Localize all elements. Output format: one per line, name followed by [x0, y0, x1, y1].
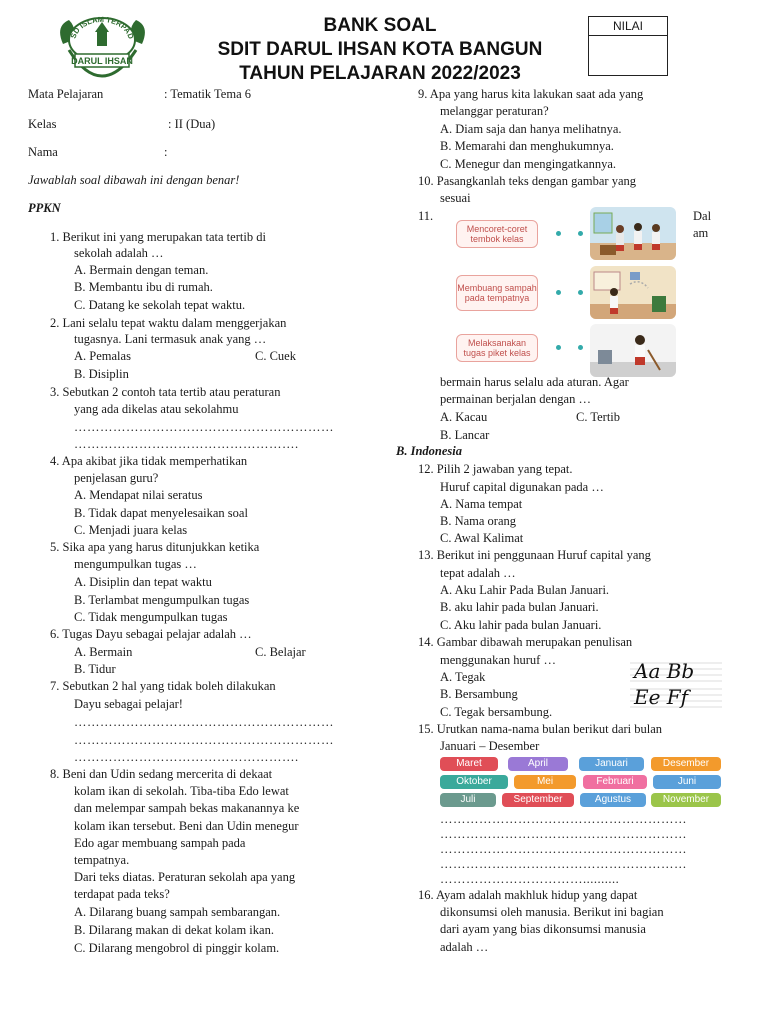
- q14-option-a: A. Tegak: [440, 670, 486, 684]
- question-1: 1. Berikut ini yang merupakan tata tertib di: [50, 230, 266, 244]
- question-7-cont: Dayu sebagai pelajar!: [74, 697, 183, 711]
- question-12-cont: Huruf capital digunakan pada …: [440, 480, 604, 494]
- match-dot-left-1[interactable]: [556, 231, 561, 236]
- question-14: 14. Gambar dibawah merupakan penulisan: [418, 635, 633, 649]
- question-5-cont: mengumpulkan tugas …: [74, 557, 197, 571]
- question-4-cont: penjelasan guru?: [74, 471, 159, 485]
- q2-option-b: B. Disiplin: [74, 367, 129, 381]
- q8-option-b: B. Dilarang makan di dekat kolam ikan.: [74, 923, 274, 937]
- question-6: 6. Tugas Dayu sebagai pelajar adalah …: [50, 627, 252, 641]
- q6-option-a: A. Bermain: [74, 645, 133, 659]
- q7-answer-line-1: ……………………………………………………: [74, 715, 334, 729]
- question-8-line-3: dan melempar sampah bekas makanannya ke: [74, 801, 300, 815]
- q11-option-c: C. Tertib: [576, 410, 621, 424]
- question-11-number: 11.: [418, 209, 434, 223]
- q8-option-a: A. Dilarang buang sampah sembarangan.: [74, 905, 281, 919]
- match-dot-right-2[interactable]: [578, 290, 583, 295]
- question-5: 5. Sika apa yang harus ditunjukkan ketika: [50, 540, 260, 554]
- q12-option-b: B. Nama orang: [440, 514, 517, 528]
- question-8-line-8: terdapat pada teks?: [74, 887, 170, 901]
- question-8: 8. Beni dan Udin sedang mercerita di dekaat: [50, 767, 273, 781]
- header-title-1: BANK SOAL: [323, 15, 437, 36]
- match-dot-left-3[interactable]: [556, 345, 561, 350]
- q3-answer-line-2: …………………………………………….: [74, 437, 299, 451]
- q13-option-a: A. Aku Lahir Pada Bulan Januari.: [440, 583, 610, 597]
- question-11-line-3: permainan berjalan dengan …: [440, 392, 591, 406]
- q7-answer-line-3: …………………………………………….: [74, 750, 299, 764]
- q9-option-c: C. Menegur dan mengingatkannya.: [440, 157, 616, 171]
- handwriting-row-2: Ee Ff: [634, 685, 689, 709]
- q5-option-a: A. Disiplin dan tepat waktu: [74, 575, 212, 589]
- question-7: 7. Sebutkan 2 hal yang tidak boleh dilakukan: [50, 679, 276, 693]
- month-pill: Desember: [651, 757, 721, 771]
- q1-option-b: B. Membantu ibu di rumah.: [74, 280, 213, 294]
- question-4: 4. Apa akibat jika tidak memperhatikan: [50, 454, 248, 468]
- section-ppkn: PPKN: [28, 201, 61, 215]
- question-8-line-4: kolam ikan tersebut. Beni dan Udin menegur: [74, 819, 299, 833]
- question-2: 2. Lani selalu tepat waktu dalam menggerjakan: [50, 316, 287, 330]
- match-dot-right-1[interactable]: [578, 231, 583, 236]
- month-pill: September: [502, 793, 574, 807]
- classroom-scene-image: [590, 207, 676, 260]
- question-10: 10. Pasangkanlah teks dengan gambar yang: [418, 174, 636, 188]
- q11-option-b: B. Lancar: [440, 428, 490, 442]
- q1-option-a: A. Bermain dengan teman.: [74, 263, 209, 277]
- q6-option-b: B. Tidur: [74, 662, 116, 676]
- month-pill: November: [651, 793, 721, 807]
- question-8-line-5: Edo agar membuang sampah pada: [74, 836, 246, 850]
- q8-option-c: C. Dilarang mengobrol di pinggir kolam.: [74, 941, 280, 955]
- q13-option-c: C. Aku lahir pada bulan Januari.: [440, 618, 602, 632]
- question-16-line-2: dikonsumsi oleh manusia. Berikut ini bagian: [440, 905, 664, 919]
- question-1-cont: sekolah adalah …: [74, 246, 164, 260]
- question-8-line-2: kolam ikan di sekolah. Tiba-tiba Edo lewat: [74, 784, 289, 798]
- question-12: 12. Pilih 2 jawaban yang tepat.: [418, 462, 573, 476]
- nama-value: :: [164, 145, 168, 159]
- q5-option-c: C. Tidak mengumpulkan tugas: [74, 610, 228, 624]
- handwriting-image: [630, 659, 722, 711]
- q11-text-am: am: [693, 226, 709, 240]
- cleaning-scene-image: [590, 324, 676, 377]
- nilai-label: NILAI: [589, 17, 667, 36]
- question-9-cont: melanggar peraturan?: [440, 104, 549, 118]
- q11-option-a: A. Kacau: [440, 410, 488, 424]
- q4-option-a: A. Mendapat nilai seratus: [74, 488, 203, 502]
- question-2-cont: tugasnya. Lani termasuk anak yang …: [74, 332, 267, 346]
- month-pill: Mei: [514, 775, 576, 789]
- q9-option-a: A. Diam saja dan hanya melihatnya.: [440, 122, 622, 136]
- q4-option-b: B. Tidak dapat menyelesaikan soal: [74, 506, 248, 520]
- question-3: 3. Sebutkan 2 contoh tata tertib atau peraturan: [50, 385, 281, 399]
- q3-answer-line-1: ……………………………………………………: [74, 420, 334, 434]
- question-16-line-4: adalah …: [440, 940, 489, 954]
- q5-option-b: B. Terlambat mengumpulkan tugas: [74, 593, 250, 607]
- q14-option-b: B. Bersambung: [440, 687, 518, 701]
- nilai-box: [588, 16, 668, 76]
- q1-option-c: C. Datang ke sekolah tepat waktu.: [74, 298, 246, 312]
- question-16-line-3: dari ayam yang bias dikonsumsi manusia: [440, 922, 646, 936]
- q15-answer-line-3: …………………………………………………: [440, 842, 687, 856]
- month-pill: Juni: [653, 775, 721, 789]
- q9-option-b: B. Memarahi dan menghukumnya.: [440, 139, 614, 153]
- q2-option-a: A. Pemalas: [74, 349, 131, 363]
- question-10-cont: sesuai: [440, 191, 471, 205]
- logo-bottom-text: DARUL IHSAN: [71, 56, 133, 66]
- kelas-label: Kelas: [28, 117, 57, 131]
- q12-option-c: C. Awal Kalimat: [440, 531, 524, 545]
- q7-answer-line-2: ……………………………………………………: [74, 733, 334, 747]
- logo-top-text: SD ISLAM TERPAD: [68, 14, 136, 41]
- match-label-3: Melaksanakan tugas piket kelas: [456, 334, 538, 362]
- question-13-cont: tepat adalah …: [440, 566, 516, 580]
- q12-option-a: A. Nama tempat: [440, 497, 523, 511]
- q11-text-dal: Dal: [693, 209, 712, 223]
- kelas-value: : II (Dua): [168, 117, 216, 131]
- question-3-cont: yang ada dikelas atau sekolahmu: [74, 402, 239, 416]
- question-8-line-7: Dari teks diatas. Peraturan sekolah apa yang: [74, 870, 296, 884]
- question-13: 13. Berikut ini penggunaan Huruf capital yang: [418, 548, 651, 562]
- nama-label: Nama: [28, 145, 58, 159]
- month-pill: Maret: [440, 757, 498, 771]
- q15-answer-line-5: ……………………………..........: [440, 872, 620, 886]
- q6-option-c: C. Belajar: [255, 645, 306, 659]
- month-pill: Juli: [440, 793, 496, 807]
- question-8-line-6: tempatnya.: [74, 853, 130, 867]
- q2-option-c: C. Cuek: [255, 349, 296, 363]
- match-label-2: Membuang sampah pada tempatnya: [456, 275, 538, 311]
- q15-answer-line-4: …………………………………………………: [440, 857, 687, 871]
- mapel-label: Mata Pelajaran: [28, 87, 104, 101]
- match-dot-left-2[interactable]: [556, 290, 561, 295]
- mapel-value: : Tematik Tema 6: [164, 87, 252, 101]
- month-pill: Agustus: [580, 793, 646, 807]
- handwriting-row-1: Aa Bb: [634, 659, 695, 683]
- header-title-3: TAHUN PELAJARAN 2022/2023: [239, 63, 521, 84]
- q13-option-b: B. aku lahir pada bulan Januari.: [440, 600, 599, 614]
- q15-answer-line-1: …………………………………………………: [440, 812, 687, 826]
- header-title-2: SDIT DARUL IHSAN KOTA BANGUN: [217, 39, 543, 60]
- question-15-cont: Januari – Desember: [440, 739, 540, 753]
- month-pill: Januari: [579, 757, 644, 771]
- q4-option-c: C. Menjadi juara kelas: [74, 523, 188, 537]
- match-label-1: Mencoret-coret tembok kelas: [456, 220, 538, 248]
- q15-answer-line-2: …………………………………………………: [440, 827, 687, 841]
- question-9: 9. Apa yang harus kita lakukan saat ada yang: [418, 87, 644, 101]
- question-16: 16. Ayam adalah makhluk hidup yang dapat: [418, 888, 638, 902]
- q14-option-c: C. Tegak bersambung.: [440, 705, 553, 719]
- question-14-cont: menggunakan huruf …: [440, 653, 556, 667]
- trash-scene-image: [590, 266, 676, 319]
- month-pill: Februari: [583, 775, 647, 789]
- instruction: Jawablah soal dibawah ini dengan benar!: [28, 173, 240, 187]
- school-logo: [55, 10, 150, 80]
- month-pill: April: [508, 757, 568, 771]
- section-b-indonesia: B. Indonesia: [396, 444, 462, 458]
- month-pill: Oktober: [440, 775, 508, 789]
- question-15: 15. Urutkan nama-nama bulan berikut dari bulan: [418, 722, 663, 736]
- question-11-line-2: bermain harus selalu ada aturan. Agar: [440, 375, 629, 389]
- match-dot-right-3[interactable]: [578, 345, 583, 350]
